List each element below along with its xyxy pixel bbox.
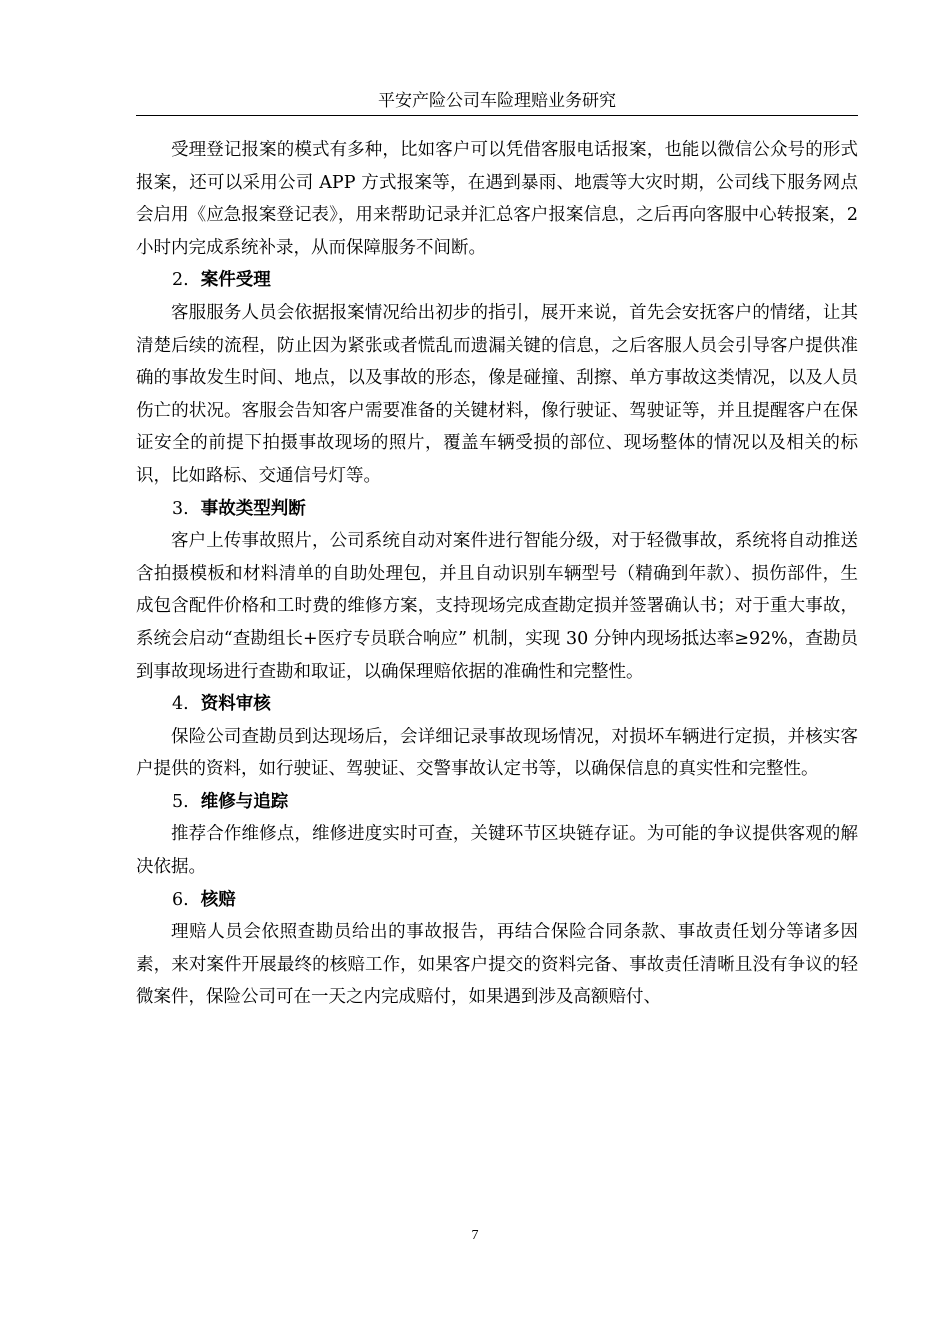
section-title: 维修与追踪	[200, 791, 289, 812]
paragraph-report-modes: 受理登记报案的模式有多种，比如客户可以凭借客服电话报案，也能以微信公众号的形式报案，还可以采用公司 APP 方式报案等，在遇到暴雨、地震等大灾时期，公司线下服务网点会启用《应急报案登记表》，用来帮助记录并汇总客户报案信息，之后再向客服中心转报案，2 小时内完成系统补录，从而保障服务不间断。	[136, 140, 858, 258]
running-header: 平安产险公司车险理赔业务研究	[378, 91, 616, 111]
paragraph-repair-tracking: 推荐合作维修点，维修进度实时可查，关键环节区块链存证。为可能的争议提供客观的解决依据。	[136, 824, 858, 878]
paragraph-case-acceptance: 客服服务人员会依据报案情况给出初步的指引，展开来说，首先会安抚客户的情绪，让其清楚后续的流程，防止因为紧张或者慌乱而遗漏关键的信息，之后客服人员会引导客户提供准确的事故发生时间、地点，以及事故的形态，像是碰撞、刮擦、单方事故这类情况，以及人员伤亡的状况。客服会告知客户需要准备的关键材料，像行驶证、驾驶证等，并且提醒客户在保证安全的前提下拍摄事故现场的照片，覆盖车辆受损的部位、现场整体的情况以及相关的标识，比如路标、交通信号灯等。	[136, 302, 858, 486]
section-number: 4.	[172, 694, 189, 715]
section-heading-case-acceptance	[136, 264, 858, 297]
page-number: 7	[471, 1228, 479, 1243]
section-number: 3.	[172, 498, 189, 519]
header-rule	[136, 115, 858, 116]
page-body	[136, 134, 858, 1014]
section-heading-document-review	[136, 688, 858, 721]
section-number: 2.	[172, 270, 189, 291]
section-heading-accident-type	[136, 493, 858, 526]
section-heading-repair-tracking	[136, 786, 858, 819]
section-heading-claim-verification	[136, 884, 858, 917]
section-number: 6.	[172, 889, 189, 910]
paragraph-document-review: 保险公司查勘员到达现场后，会详细记录事故现场情况，对损坏车辆进行定损，并核实客户提供的资料，如行驶证、驾驶证、交警事故认定书等，以确保信息的真实性和完整性。	[136, 726, 858, 780]
section-number: 5.	[172, 791, 189, 812]
section-title: 事故类型判断	[200, 498, 306, 519]
section-title: 资料审核	[200, 694, 271, 715]
section-title: 案件受理	[200, 270, 271, 291]
paragraph-accident-type: 客户上传事故照片，公司系统自动对案件进行智能分级，对于轻微事故，系统将自动推送含拍摄模板和材料清单的自助处理包，并且自动识别车辆型号（精确到年款）、损伤部件，生成包含配件价格和工时费的维修方案，支持现场完成查勘定损并签署确认书；对于重大事故，系统会启动“查勘组长+医疗专员联合响应” 机制，实现 30 分钟内现场抵达率≥92%，查勘员到事故现场进行查勘和取证，以确保理赔依据的准确性和完整性。	[136, 531, 858, 682]
paragraph-claim-verification: 理赔人员会依照查勘员给出的事故报告，再结合保险合同条款、事故责任划分等诸多因素，来对案件开展最终的核赔工作，如果客户提交的资料完备、事故责任清晰且没有争议的轻微案件，保险公司可在一天之内完成赔付，如果遇到涉及高额赔付、	[136, 922, 858, 1008]
section-title: 核赔	[200, 889, 236, 910]
